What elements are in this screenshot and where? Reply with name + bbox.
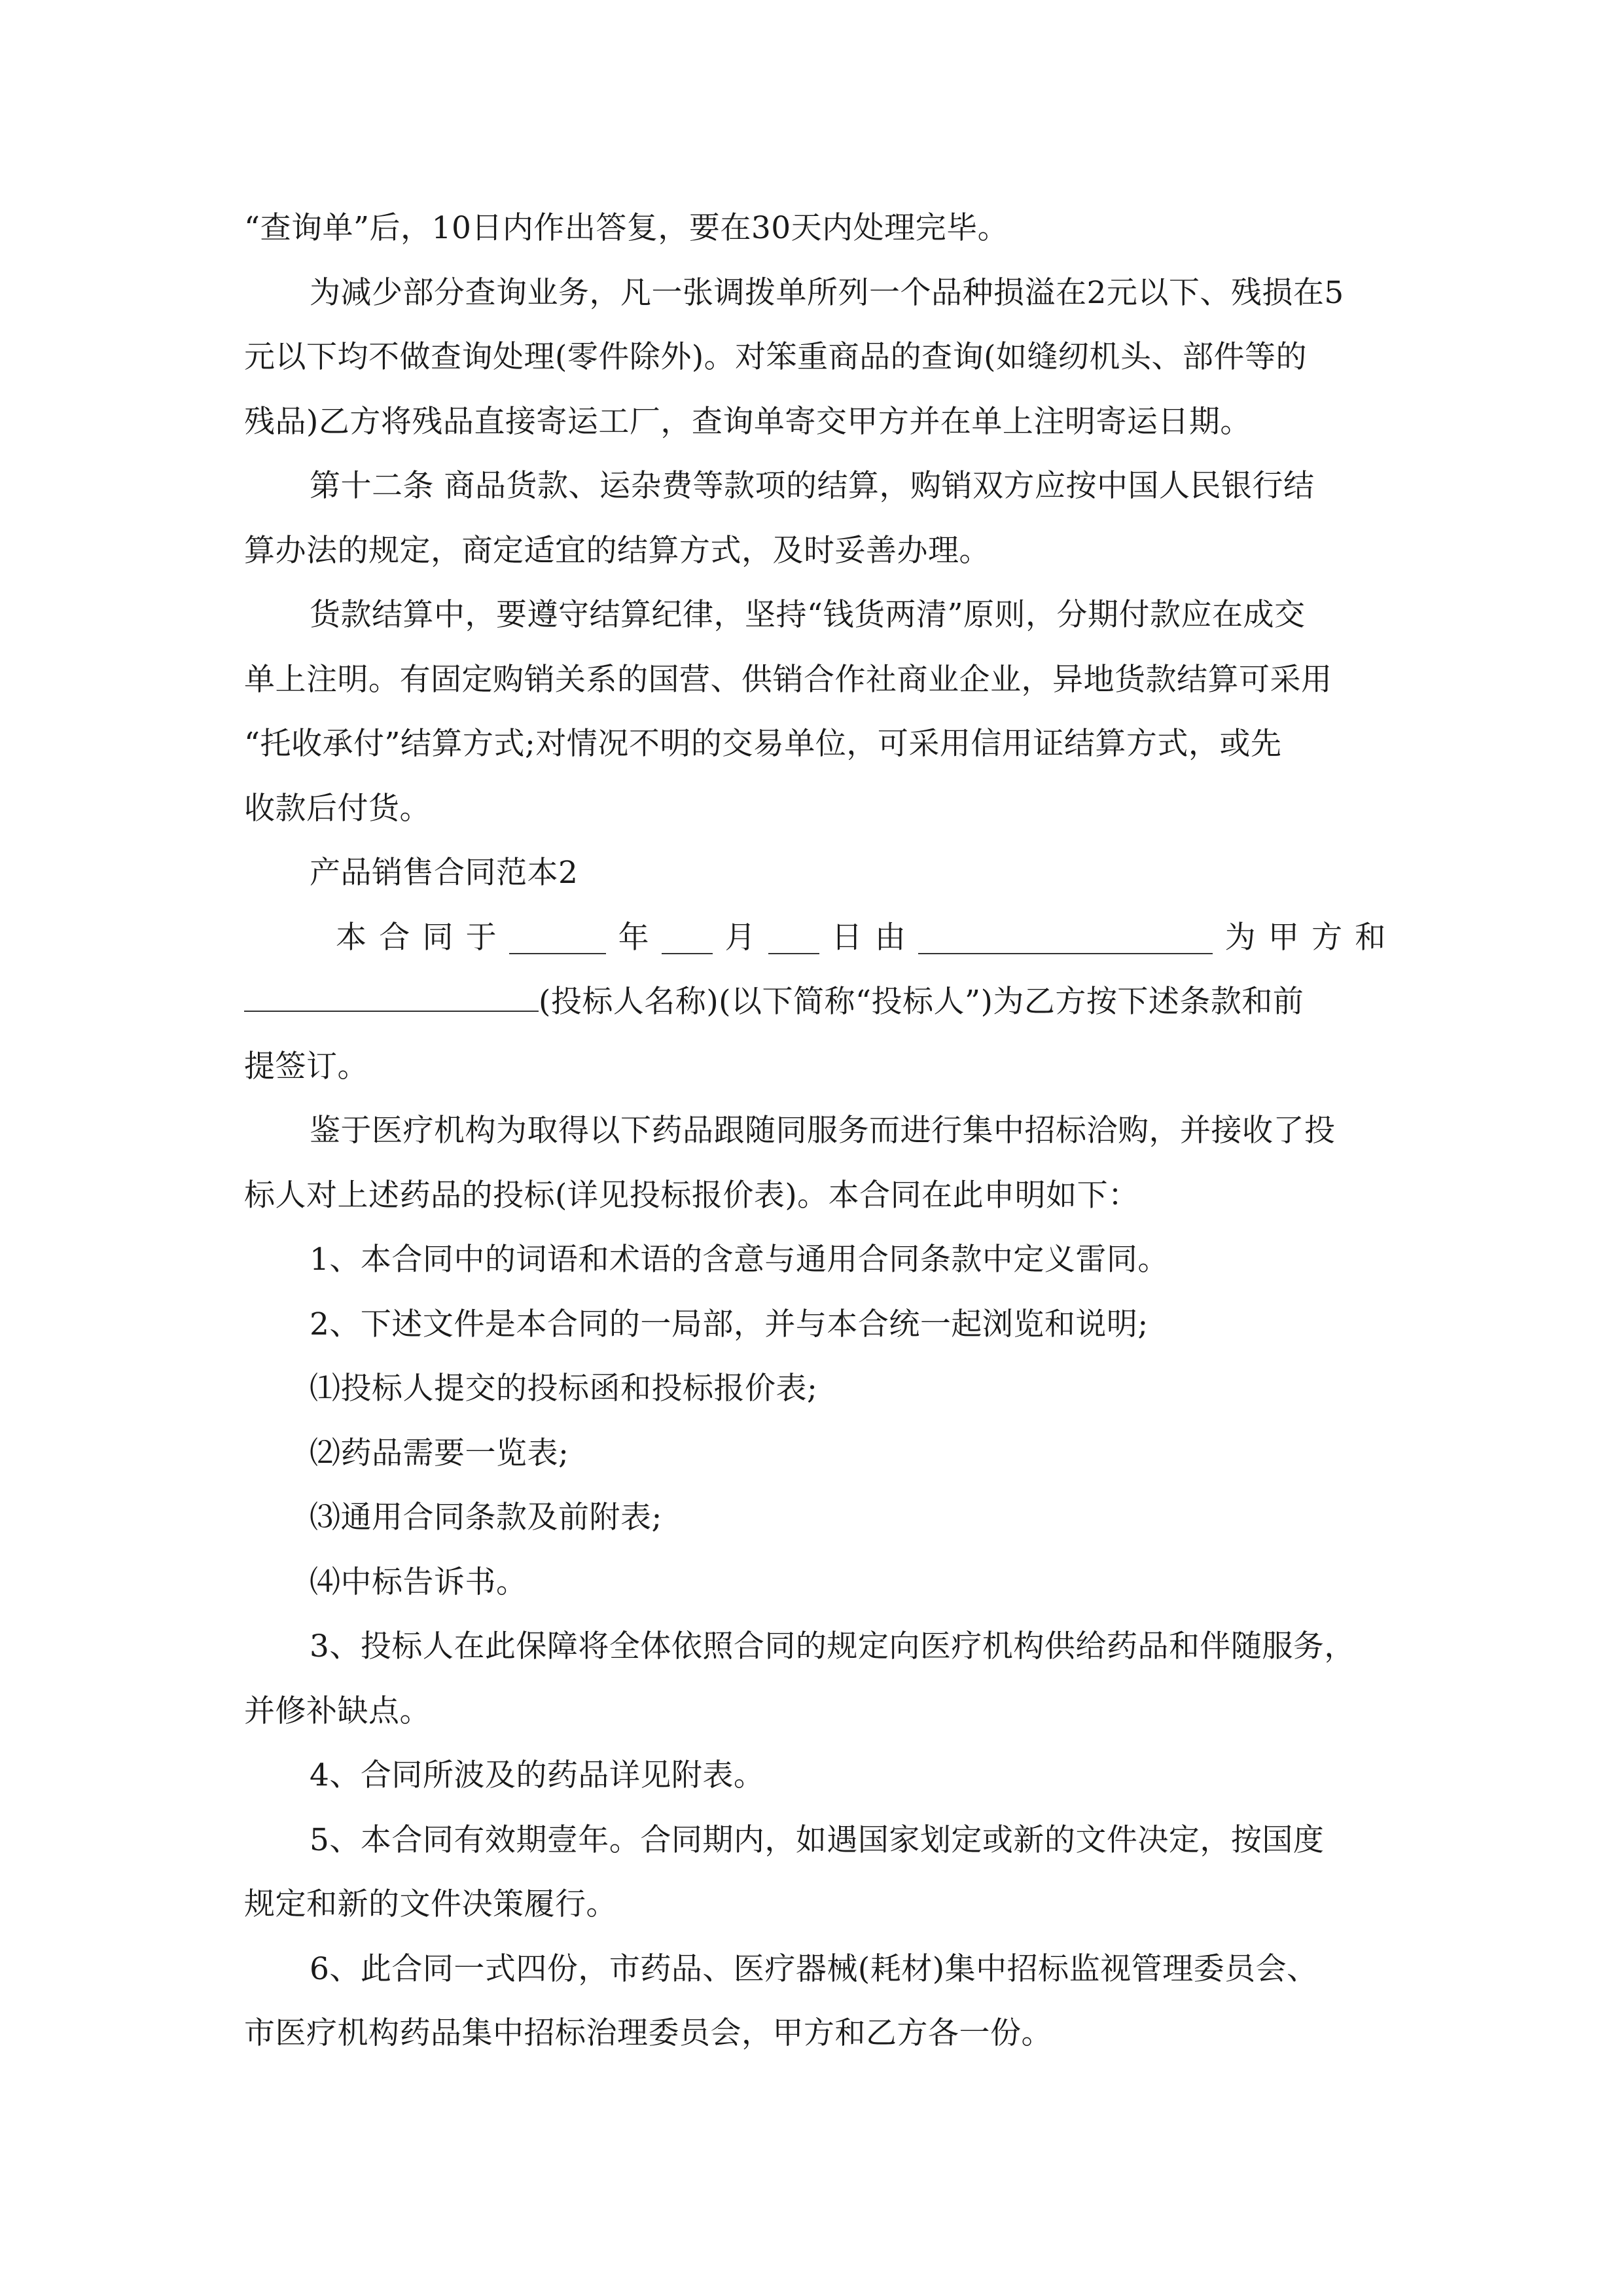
agreement-char: 甲 — [1268, 919, 1300, 956]
paragraph-line: 第十二条 商品货款、运杂费等款项的结算，购销双方应按中国人民银行结 — [310, 468, 1315, 504]
party-a-blank — [918, 922, 1213, 954]
clause-item: 4、合同所波及的药品详见附表。 — [310, 1757, 765, 1793]
agreement-line — [244, 906, 1386, 971]
clause-item: 3、投标人在此保障将全体依照合同的规定向医疗机构供给药品和伴随服务， — [310, 1628, 1355, 1664]
paragraph-line: 规定和新的文件决策履行。 — [244, 1886, 617, 1922]
agreement-char: 为 — [1224, 919, 1257, 956]
paragraph-line: 算办法的规定，商定适宜的结算方式，及时妥善办理。 — [244, 532, 990, 569]
paragraph-line: 鉴于医疗机构为取得以下药品跟随同服务而进行集中招标洽购，并接收了投 — [310, 1113, 1336, 1149]
day-blank — [768, 922, 819, 954]
paragraph-line: 标人对上述药品的投标(详见投标报价表)。本合同在此申明如下： — [244, 1177, 1139, 1213]
paragraph-line: 单上注明。有固定购销关系的国营、供销合作社商业企业，异地货款结算可采用 — [244, 661, 1332, 698]
clause-item: 1、本合同中的词语和术语的含意与通用合同条款中定义雷同。 — [310, 1242, 1169, 1278]
bidder-name-blank — [244, 979, 539, 1012]
clause-item: 6、此合同一式四份，市药品、医疗器械(耗材)集中招标监视管理委员会、 — [310, 1950, 1318, 1987]
list-item: ⑶通用合同条款及前附表; — [310, 1499, 662, 1535]
paragraph-line: 残品)乙方将残品直接寄运工厂，查询单寄交甲方并在单上注明寄运日期。 — [244, 403, 1251, 440]
agreement-char: 合 — [379, 919, 410, 956]
list-item: ⑷中标告诉书。 — [310, 1564, 527, 1600]
year-label: 年 — [618, 919, 650, 956]
agreement-char: 方 — [1311, 919, 1343, 956]
agreement-char: 同 — [422, 919, 454, 956]
paragraph-line: 货款结算中，要遵守结算纪律，坚持“钱货两清”原则，分期付款应在成交 — [310, 597, 1306, 633]
paragraph-line: 收款后付货。 — [244, 790, 431, 827]
paragraph-line: “托收承付”结算方式;对情况不明的交易单位，可采用信用证结算方式，或先 — [244, 726, 1282, 762]
paragraph-line: 元以下均不做查询处理(零件除外)。对笨重商品的查询(如缝纫机头、部件等的 — [244, 339, 1308, 375]
agreement-char: 由 — [874, 919, 906, 956]
month-label: 月 — [724, 919, 757, 956]
list-item: ⑴投标人提交的投标函和投标报价表; — [310, 1371, 818, 1407]
agreement-char: 和 — [1355, 919, 1386, 956]
agreement-char: 于 — [465, 919, 497, 956]
paragraph-line: 并修补缺点。 — [244, 1693, 431, 1729]
list-item: ⑵药品需要一览表; — [310, 1435, 569, 1471]
agreement-char: 本 — [336, 919, 367, 956]
paragraph-line: 提签订。 — [244, 1048, 368, 1085]
agreement-line-2 — [244, 970, 1386, 1035]
paragraph-line: 为减少部分查询业务，凡一张调拨单所列一个品种损溢在2元以下、残损在5 — [310, 274, 1344, 311]
year-blank — [509, 922, 606, 954]
agreement-text: (投标人名称)(以下简称“投标人”)为乙方按下述条款和前 — [539, 984, 1304, 1020]
day-label: 日 — [831, 919, 863, 956]
document-body — [244, 196, 1386, 2066]
section-title: 产品销售合同范本2 — [310, 855, 579, 891]
clause-item: 5、本合同有效期壹年。合同期内，如遇国家划定或新的文件决定，按国度 — [310, 1821, 1325, 1858]
month-blank — [662, 922, 713, 954]
paragraph-line: 市医疗机构药品集中招标治理委员会，甲方和乙方各一份。 — [244, 2015, 1052, 2051]
paragraph-line: “查询单”后，10日内作出答复，要在30天内处理完毕。 — [244, 210, 1009, 246]
clause-item: 2、下述文件是本合同的一局部，并与本合统一起浏览和说明; — [310, 1306, 1149, 1342]
